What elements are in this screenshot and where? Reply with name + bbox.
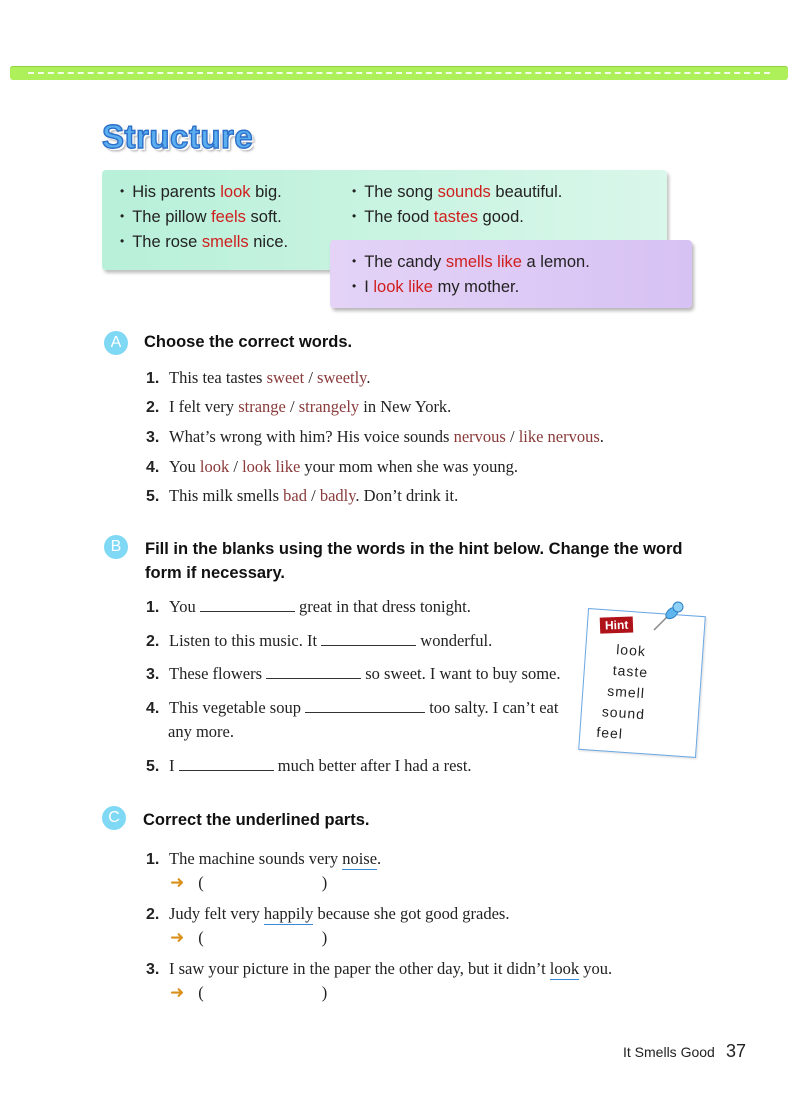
structure-box-purple xyxy=(330,240,692,308)
arrow-icon: ➜ xyxy=(170,983,185,1003)
fill-item: 2. Listen to this music. It wonderful. xyxy=(146,631,493,650)
choice-option[interactable]: nervous xyxy=(453,427,506,446)
correct-item: 2. Judy felt very happily because she got good grades. xyxy=(146,904,510,923)
structure-line: • The song sounds beautiful. xyxy=(352,183,563,201)
choice-option[interactable]: like nervous xyxy=(518,427,600,446)
choice-option[interactable]: look like xyxy=(242,457,301,476)
hint-label: Hint xyxy=(600,617,634,634)
choice-item: 2. I felt very strange / strangely in New York. xyxy=(146,397,452,416)
structure-line: • The candy smells like a lemon. xyxy=(352,253,590,271)
choice-option[interactable]: sweetly xyxy=(317,368,367,387)
fill-item: 5. I much better after I had a rest. xyxy=(146,756,472,775)
choice-option[interactable]: badly xyxy=(319,486,356,505)
section-b-heading-line1: Fill in the blanks using the words in the hint below. Change the word xyxy=(145,540,683,558)
fill-item: 1. You great in that dress tonight. xyxy=(146,597,471,616)
hint-word: taste xyxy=(612,661,649,681)
section-b-badge: B xyxy=(104,535,128,559)
choice-item: 1. This tea tastes sweet / sweetly. xyxy=(146,368,371,387)
choice-option[interactable]: look xyxy=(199,457,230,476)
choice-item: 3. What’s wrong with him? His voice sounds nervous / like nervous. xyxy=(146,427,604,446)
choice-option[interactable]: bad xyxy=(283,486,307,505)
section-c-heading: Correct the underlined parts. xyxy=(143,811,370,829)
ribbon-stitch xyxy=(28,72,770,74)
underlined-part: noise xyxy=(342,849,378,868)
page-title: Structure xyxy=(102,118,254,155)
fill-blank[interactable] xyxy=(179,756,274,771)
hint-word: smell xyxy=(606,682,646,702)
structure-line: • The pillow feels soft. xyxy=(120,208,282,226)
fill-item: 4. This vegetable soup too salty. I can’t eat xyxy=(146,698,559,717)
fill-blank[interactable] xyxy=(266,664,361,679)
section-a-badge: A xyxy=(104,331,128,355)
structure-line: • The rose smells nice. xyxy=(120,233,289,251)
choice-item: 4. You look / look like your mom when she was young. xyxy=(146,457,518,476)
chapter-title: It Smells Good xyxy=(623,1044,715,1060)
fill-blank[interactable] xyxy=(305,698,425,713)
structure-line: • The food tastes good. xyxy=(352,208,524,226)
answer-line: ➜ ( ) xyxy=(170,983,328,1003)
hint-word: sound xyxy=(601,703,646,723)
push-pin-icon xyxy=(648,600,688,636)
page-number: 37 xyxy=(726,1041,747,1061)
underlined-part: look xyxy=(549,959,580,978)
structure-line: • His parents look big. xyxy=(120,183,282,201)
arrow-icon: ➜ xyxy=(170,928,185,948)
choice-option[interactable]: sweet xyxy=(266,368,305,387)
correct-item: 3. I saw your picture in the paper the other day, but it didn’t look you. xyxy=(146,959,613,978)
fill-blank[interactable] xyxy=(200,597,295,612)
underlined-part: happily xyxy=(263,904,314,923)
choice-option[interactable]: strange xyxy=(238,397,286,416)
fill-item-continued: any more. xyxy=(168,722,234,741)
choice-option[interactable]: strangely xyxy=(298,397,360,416)
hint-word: feel xyxy=(595,723,624,742)
arrow-icon: ➜ xyxy=(170,873,185,893)
section-a-heading: Choose the correct words. xyxy=(144,333,353,351)
top-ribbon xyxy=(10,66,788,80)
fill-item: 3. These flowers so sweet. I want to buy some. xyxy=(146,664,561,683)
answer-line: ➜ ( ) xyxy=(170,873,328,893)
choice-item: 5. This milk smells bad / badly. Don’t drink it. xyxy=(146,486,459,505)
section-c-badge: C xyxy=(102,806,126,830)
answer-line: ➜ ( ) xyxy=(170,928,328,948)
hint-word: look xyxy=(615,641,647,660)
fill-blank[interactable] xyxy=(321,631,416,646)
section-b-heading-line2: form if necessary. xyxy=(145,564,286,582)
correct-item: 1. The machine sounds very noise. xyxy=(146,849,382,868)
structure-line: • I look like my mother. xyxy=(352,278,520,296)
